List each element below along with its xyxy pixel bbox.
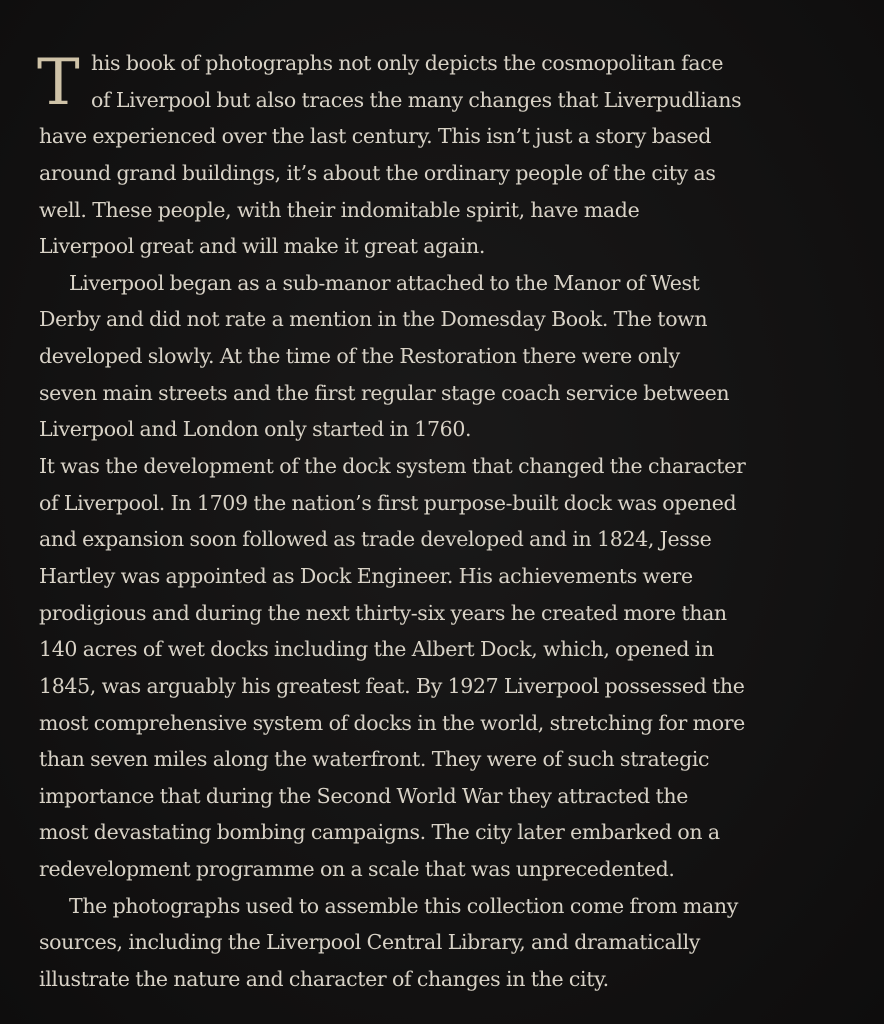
text-line-content: his book of photographs not only depicts the cosmopolitan face <box>91 51 724 75</box>
text-line: seven main streets and the first regular stage coach service between <box>39 380 730 405</box>
text-line: Liverpool great and will make it great again. <box>39 234 486 259</box>
text-line: Hartley was appointed as Dock Engineer. His achievements were <box>39 563 693 588</box>
text-line: It was the development of the dock system that changed the character <box>39 454 746 479</box>
text-line: than seven miles along the waterfront. They were of such strategic <box>39 747 710 772</box>
text-line: sources, including the Liverpool Central Library, and dramatically <box>39 930 701 955</box>
text-line: 1845, was arguably his greatest feat. By 1927 Liverpool possessed the <box>39 673 745 698</box>
text-line: most devastating bombing campaigns. The city later embarked on a <box>39 820 720 845</box>
text-line: Liverpool and London only started in 1760. <box>39 417 472 442</box>
text-line: have experienced over the last century. This isn’t just a story based <box>39 124 712 149</box>
text-line: and expansion soon followed as trade developed and in 1824, Jesse <box>39 527 712 552</box>
text-line: prodigious and during the next thirty-six years he created more than <box>39 600 727 625</box>
text-line: of Liverpool but also traces the many changes that Liverpudlians <box>91 87 742 112</box>
text-line: Liverpool began as a sub-manor attached to the Manor of West <box>69 270 700 295</box>
text-line: of Liverpool. In 1709 the nation’s first purpose-built dock was opened <box>39 490 737 515</box>
text-line: developed slowly. At the time of the Restoration there were only <box>39 344 680 369</box>
text-line: redevelopment programme on a scale that was unprecedented. <box>39 857 675 882</box>
body-text <box>39 45 869 998</box>
text-line: 140 acres of wet docks including the Albert Dock, which, opened in <box>39 637 714 662</box>
text-line: illustrate the nature and character of changes in the city. <box>39 967 609 992</box>
text-line: around grand buildings, it’s about the ordinary people of the city as <box>39 160 716 185</box>
text-line: most comprehensive system of docks in the world, stretching for more <box>39 710 745 735</box>
text-line: The photographs used to assemble this collection come from many <box>69 893 738 918</box>
drop-cap: T <box>37 46 80 120</box>
text-line: well. These people, with their indomitable spirit, have made <box>39 197 640 222</box>
text-line: Derby and did not rate a mention in the Domesday Book. The town <box>39 307 708 332</box>
text-line: importance that during the Second World War they attracted the <box>39 783 689 808</box>
